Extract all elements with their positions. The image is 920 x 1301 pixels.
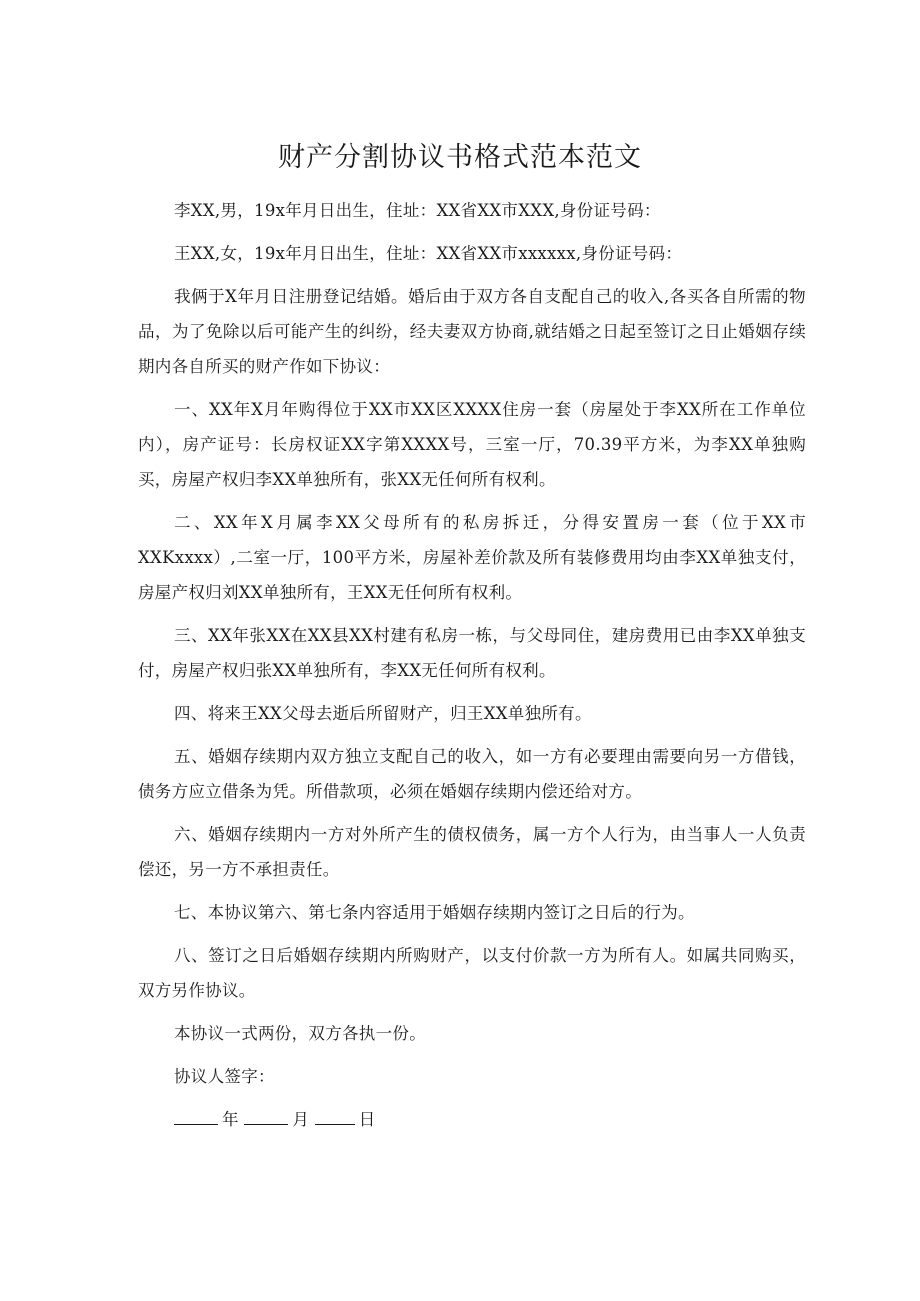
preamble-paragraph: 我俩于X年月日注册登记结婚。婚后由于双方各自支配自己的收入,各买各自所需的物品，为了免除以后可能产生的纠纷，经夫妻双方协商,就结婚之日起至签订之日止婚姻存续期内各自所买的财产作如下协议： [138, 287, 806, 376]
clause-2: 二、XX年X月属李XX父母所有的私房拆迁，分得安置房一套（位于XX市XXKxxxx）,二室一厅，100平方米，房屋补差价款及所有装修费用均由李XX单独支付，房屋产权归刘XX单独所有，王XX无任何所有权利。 [138, 513, 806, 602]
month-blank [244, 1106, 288, 1125]
clause-1: 一、XX年X月年购得位于XX市XX区XXXX住房一套（房屋处于李XX所在工作单位内），房产证号：长房权证XX字第XXXX号，三室一厅，70.39平方米，为李XX单独购买，房屋产权归李XX单独所有，张XX无任何所有权利。 [138, 400, 806, 489]
month-label: 月 [292, 1110, 310, 1129]
clause-7: 七、本协议第六、第七条内容适用于婚姻存续期内签订之日后的行为。 [174, 903, 695, 922]
clause-4: 四、将来王XX父母去逝后所留财产，归王XX单独所有。 [174, 704, 592, 723]
year-label: 年 [222, 1110, 239, 1129]
day-label: 日 [358, 1110, 376, 1129]
clause-3: 三、XX年张XX在XX县XX村建有私房一栋，与父母同住，建房费用已由李XX单独支付，房屋产权归张XX单独所有，李XX无任何所有权利。 [138, 626, 806, 680]
document-title: 财产分割协议书格式范本范文 [278, 142, 642, 173]
document-body [138, 193, 806, 1145]
year-blank [174, 1106, 218, 1125]
party-a-info: 李XX,男，19x年月日出生，住址：XX省XX市XXX,身份证号码： [174, 201, 661, 220]
copies-statement: 本协议一式两份，双方各执一份。 [174, 1024, 426, 1043]
clause-8: 八、签订之日后婚姻存续期内所购财产，以支付价款一方为所有人。如属共同购买，双方另作协议。 [138, 946, 806, 1000]
clause-5: 五、婚姻存续期内双方独立支配自己的收入，如一方有必要理由需要向另一方借钱，债务方应立借条为凭。所借款项，必须在婚姻存续期内偿还给对方。 [138, 747, 806, 801]
party-b-info: 王XX,女，19x年月日出生，住址：XX省XX市xxxxxx,身份证号码： [174, 244, 683, 263]
day-blank [315, 1106, 355, 1125]
signature-label: 协议人签字： [174, 1067, 275, 1086]
clause-6: 六、婚姻存续期内一方对外所产生的债权债务，属一方个人行为，由当事人一人负责偿还，另一方不承担责任。 [138, 825, 806, 879]
date-line [138, 1102, 806, 1137]
